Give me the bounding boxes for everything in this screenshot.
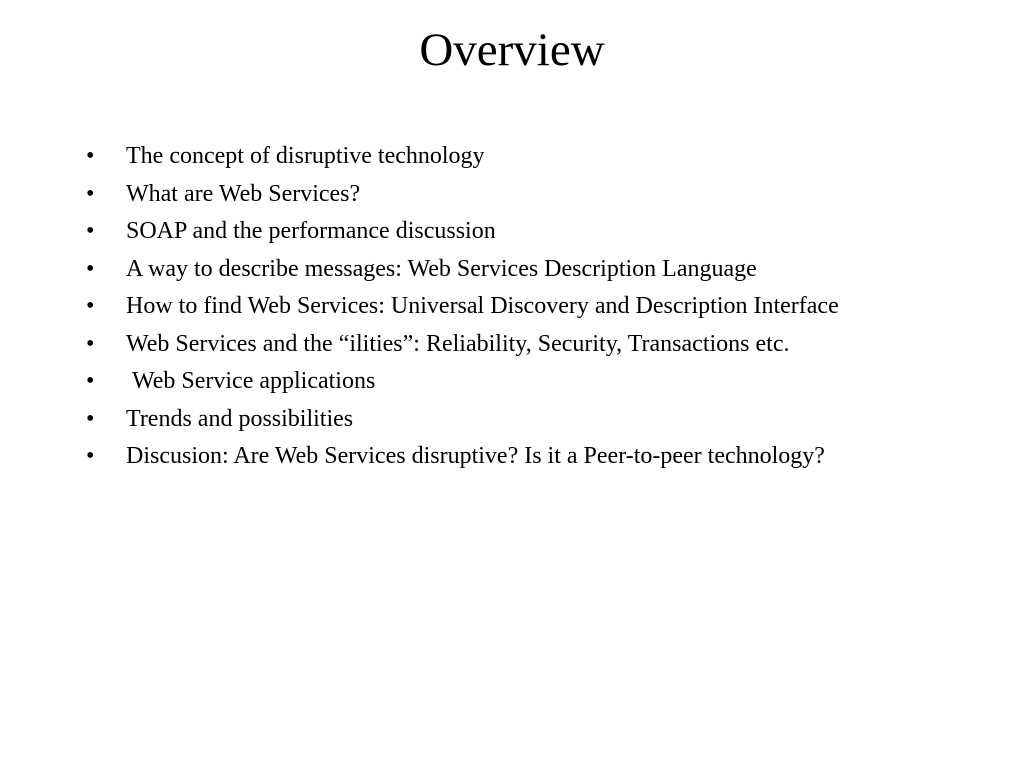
- bullet-list: [86, 141, 966, 479]
- bullet-icon: •: [86, 443, 95, 469]
- bullet-icon: •: [86, 180, 95, 207]
- bullet-text: What are Web Services?: [126, 180, 361, 207]
- bullet-icon: •: [86, 330, 95, 357]
- bullet-item-8: [86, 404, 966, 435]
- bullet-text: A way to describe messages: Web Services Description Language: [126, 255, 757, 282]
- bullet-icon: •: [86, 255, 95, 282]
- slide-title: Overview: [419, 24, 605, 76]
- bullet-icon: •: [86, 218, 95, 244]
- bullet-text: The concept of disruptive technology: [126, 143, 485, 169]
- bullet-item-6: [86, 329, 966, 360]
- bullet-item-2: [86, 179, 966, 210]
- bullet-item-4: [86, 254, 966, 285]
- bullet-item-9: [86, 441, 966, 472]
- bullet-item-1: [86, 141, 966, 172]
- bullet-text: SOAP and the performance discussion: [126, 218, 496, 244]
- bullet-text: Web Service applications: [126, 368, 376, 394]
- bullet-icon: •: [86, 293, 95, 319]
- bullet-icon: •: [86, 143, 95, 169]
- bullet-text: Discusion: Are Web Services disruptive? Is it a Peer-to-peer technology?: [126, 443, 825, 469]
- bullet-item-5: [86, 291, 966, 322]
- bullet-text: Trends and possibilities: [126, 405, 354, 432]
- bullet-icon: •: [86, 368, 95, 394]
- bullet-text: How to find Web Services: Universal Discovery and Description Interface: [126, 293, 839, 319]
- bullet-icon: •: [86, 405, 95, 432]
- bullet-text: Web Services and the “ilities”: Reliability, Security, Transactions etc.: [126, 330, 790, 357]
- bullet-item-7: [86, 366, 966, 397]
- bullet-item-3: [86, 216, 966, 247]
